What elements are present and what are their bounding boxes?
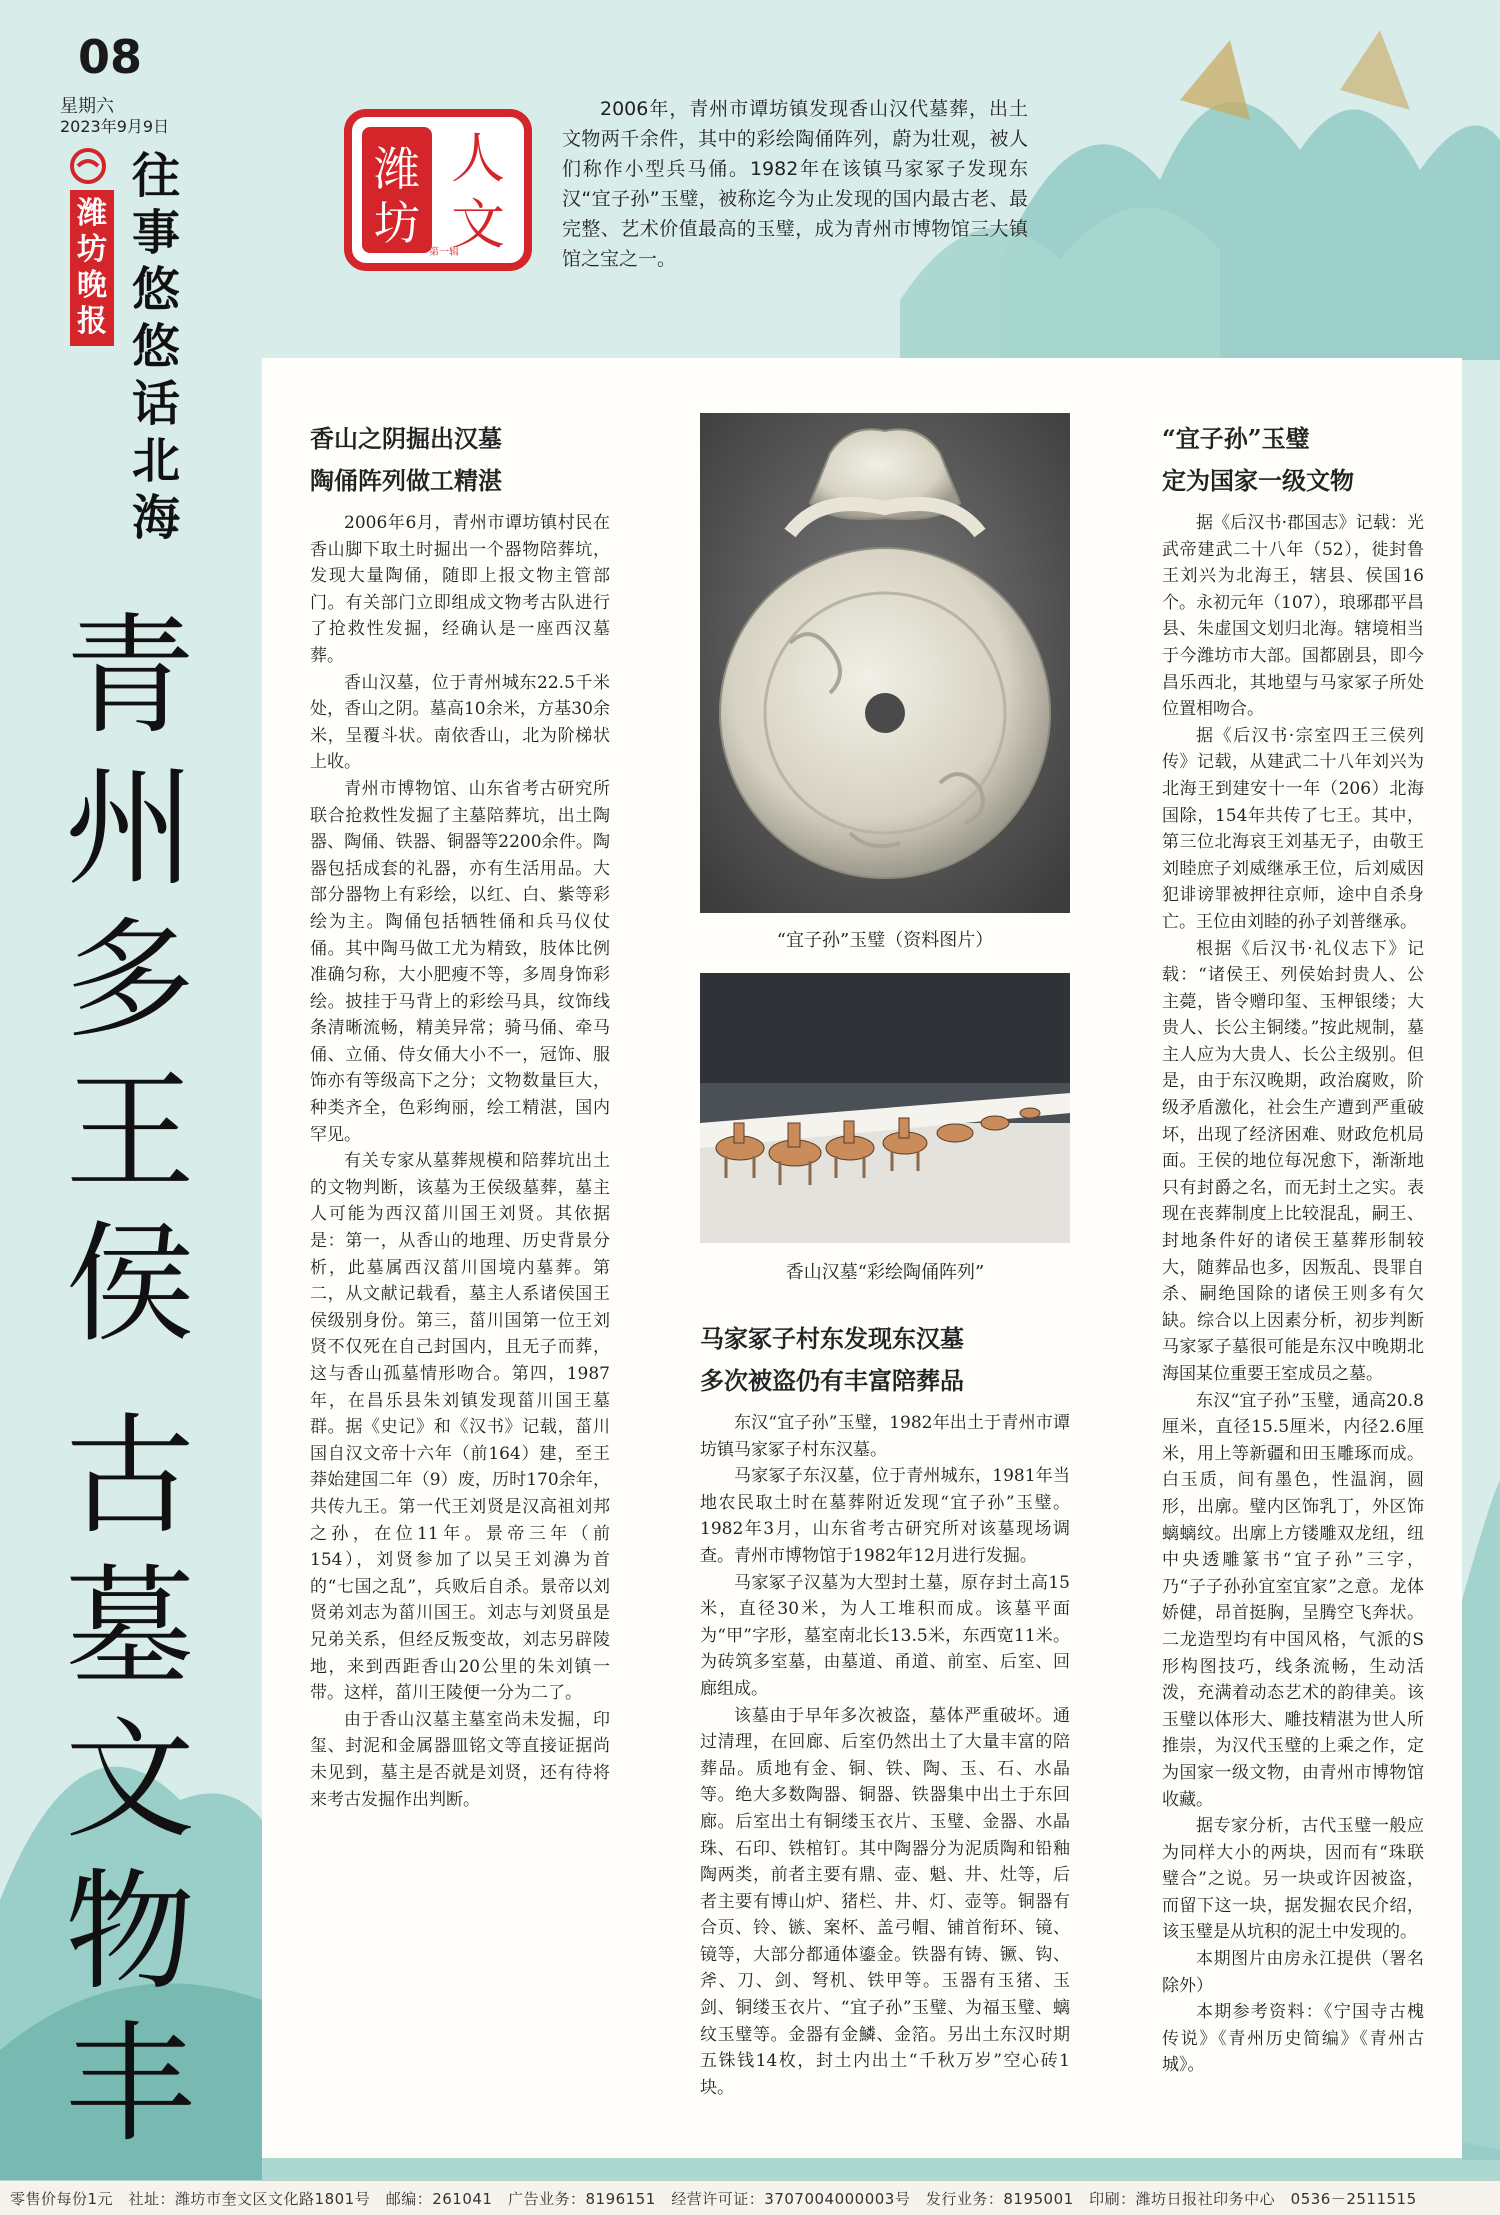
page-number: 08 bbox=[78, 30, 143, 84]
paragraph: 马家冢子东汉墓，位于青州城东，1981年当地农民取土时在墓葬附近发现“宜子孙”玉璧。1982年3月，山东省考古研究所对该墓现场调查。青州市博物馆于1982年12月进行发掘。 bbox=[700, 1466, 1070, 1566]
svg-text:人: 人 bbox=[451, 127, 505, 190]
svg-text:第一辑: 第一辑 bbox=[429, 247, 459, 258]
newspaper-name: 潍 坊 晚 报 bbox=[70, 190, 114, 346]
section-3-title: “宜子孙”玉璧 定为国家一级文物 bbox=[1162, 424, 1354, 495]
paragraph: 据《后汉书·郡国志》记载：光武帝建武二十八年（52），徙封鲁王刘兴为北海王，辖县、侯国16个。永初元年（107），琅琊郡平昌县、朱虚国文划归北海。辖境相当于今潍坊市大部。国都剧县，即今昌乐西北，其地望与马家冢子所处位置相吻合。 bbox=[1162, 513, 1424, 720]
paragraph: 有关专家从墓葬规模和陪葬坑出土的文物判断，该墓为王侯级墓葬，墓主人可能为西汉菑川国王刘贤。其依据是：第一，从香山的地理、历史背景分析，此墓属西汉菑川国境内墓葬。第二，从文献记载看，墓主人系诸侯国王侯级别身份。第三，菑川国第一位王刘贤不仅死在自己封国内，且无子而葬，这与香山孤墓情形吻合。第四，1987年，在昌乐县朱刘镇发现菑川国王墓群。据《史记》和《汉书》记载，菑川国自汉文帝十六年（前164）建，至王莽始建国二年（9）废，历时170余年，共传九王。第一代王刘贤是汉高祖刘邦之孙，在位11年。景帝三年（前154），刘贤参加了以吴王刘濞为首的“七国之乱”，兵败后自杀。景帝以刘贤弟刘志为菑川国王。刘志与刘贤虽是兄弟关系，但经反叛变故，刘志另辟陵地，来到西距香山20公里的朱刘镇一带。这样，菑川王陵便一分为二了。 bbox=[310, 1151, 610, 1704]
paragraph: 由于香山汉墓主墓室尚未发掘，印玺、封泥和金属器皿铭文等直接证据尚未见到，墓主是否就是刘贤，还有待将来考古发掘作出判断。 bbox=[310, 1709, 610, 1810]
paragraph: 东汉“宜子孙”玉璧，通高20.8厘米，直径15.5厘米，内径2.6厘米，用上等新疆和田玉雕琢而成。白玉质，间有墨色，性温润，圆形，出廓。璧内区饰乳丁，外区饰螭螭纹。出廓上方镂雕双龙纽，纽中央透雕篆书“宜子孙”三字，乃“子子孙孙宜室宜家”之意。龙体娇健，昂首挺胸，呈腾空飞奔状。二龙造型均有中国风格，气派的S形构图技巧，线条流畅，生动活泼，充满着动态艺术的韵律美。该玉璧以体形大、雕技精湛为世人所推崇，为汉代玉璧的上乘之作，定为国家一级文物，由青州市博物馆收藏。 bbox=[1162, 1390, 1424, 1810]
column-seal-logo bbox=[340, 105, 536, 275]
weekday: 星期六 bbox=[60, 96, 114, 117]
photo-2-caption: 香山汉墓“彩绘陶俑阵列” bbox=[785, 1262, 985, 1283]
section-3 bbox=[1162, 418, 1424, 2079]
section-1-title: 香山之阴掘出汉墓 陶俑阵列做工精湛 bbox=[310, 424, 502, 495]
column-title: 往 事 悠 悠 话 北 海 bbox=[131, 148, 180, 546]
intro-paragraph: 2006年，青州市谭坊镇发现香山汉代墓葬，出土文物两千余件，其中的彩绘陶俑阵列，蔚为壮观，被人们称作小型兵马俑。1982年在该镇马家冢子发现东汉“宜子孙”玉璧，被称迄今为止发现的国内最古老、最完整、艺术价值最高的玉璧，成为青州市博物馆三大镇馆之宝之一。 bbox=[562, 98, 1028, 270]
paragraph: 马家冢子汉墓为大型封土墓，原存封土高15米，直径30米，为人工堆积而成。该墓平面为“甲”字形，墓室南北长13.5米，东西宽11米。为砖筑多室墓，由墓道、甬道、前室、后室、回廊组成。 bbox=[700, 1572, 1070, 1699]
paragraph: 该墓由于早年多次被盗，墓体严重破坏。通过清理，在回廊、后室仍然出土了大量丰富的陪葬品。质地有金、铜、铁、陶、玉、石、水晶等。绝大多数陶器、铜器、铁器集中出土于东回廊。后室出土有铜缕玉衣片、玉璧、金器、水晶珠、石印、铁棺钉。其中陶器分为泥质陶和铅釉陶两类，前者主要有鼎、壶、魁、井、灶等，后者主要有博山炉、猪栏、井、灯、壶等。铜器有合页、铃、镞、案杯、盖弓帽、铺首衔环、镜、镜等，大部分都通体鎏金。铁器有铸、镢、钩、斧、刀、剑、弩机、铁甲等。玉器有玉猪、玉剑、铜缕玉衣片、“宜子孙”玉璧、为福玉璧、螭纹玉璧等。金器有金鱗、金箔。另出土东汉时期五铢钱14枚，封土内出土“千秋万岁”空心砖1块。 bbox=[700, 1705, 1070, 2098]
issue-date: 2023年9月9日 bbox=[60, 117, 170, 136]
paragraph: 2006年6月，青州市谭坊镇村民在香山脚下取土时掘出一个器物陪葬坑，发现大量陶俑，随即上报文物主管部门。有关部门立即组成文物考古队进行了抢救性发掘，经确认是一座西汉墓葬。 bbox=[310, 513, 610, 666]
newspaper-logo-icon bbox=[70, 148, 106, 184]
paragraph: 香山汉墓，位于青州城东22.5千米处，香山之阴。墓高10余米，方基30余米，呈覆斗状。南依香山，北为阶梯状上收。 bbox=[310, 672, 610, 773]
svg-text:潍: 潍 bbox=[374, 142, 420, 196]
photo-credit: 本期图片由房永江提供（署名除外） bbox=[1162, 1949, 1424, 1996]
jade-bi-disc-photo bbox=[700, 413, 1070, 913]
paragraph: 青州市博物馆、山东省考古研究所联合抢救性发掘了主墓陪葬坑，出土陶器、陶俑、铁器、铜器等2200余件。陶器包括成套的礼器，亦有生活用品。大部分器物上有彩绘，以红、白、紫等彩绘为主。陶俑包括牺牲俑和兵马仪仗俑。其中陶马做工尤为精致，肢体比例准确匀称，大小肥瘦不等，多周身饰彩绘。披挂于马背上的彩绘马具，纹饰线条清晰流畅，精美异常；骑马俑、牵马俑、立俑、侍女俑大小不一，冠饰、服饰亦有等级高下之分；文物数量巨大，种类齐全，色彩绚丽，绘工精湛，国内罕见。 bbox=[310, 778, 610, 1145]
painted-pottery-figurines-photo bbox=[700, 973, 1070, 1243]
paragraph: 据《后汉书·宗室四王三侯列传》记载，从建武二十八年刘兴为北海王到建安十一年（206）北海国除，154年共传了七王。其中，第三位北海哀王刘基无子，由敬王刘睦庶子刘威继承王位，后刘威因犯诽谤罪被押往京师，途中自杀身亡。王位由刘睦的孙子刘普继承。 bbox=[1162, 725, 1424, 932]
svg-text:文: 文 bbox=[451, 193, 505, 256]
section-2-title: 马家冢子村东发现东汉墓 多次被盗仍有丰富陪葬品 bbox=[700, 1324, 964, 1395]
paragraph: 根据《后汉书·礼仪志下》记载：“诸侯王、列侯始封贵人、公主薨，皆令赠印玺、玉柙银缕；大贵人、长公主铜缕。”按此规制，墓主人应为大贵人、长公主级别。但是，由于东汉晚期，政治腐败，阶级矛盾激化，社会生产遭到严重破坏，出现了经济困难、财政危机局面。王侯的地位每况愈下，渐渐地只有封爵之名，而无封土之实。表现在丧葬制度上比较混乱，嗣王、封地条件好的诸侯王墓葬形制较大，随葬品也多，因叛乱、畏罪自杀、嗣绝国除的诸侯王则多有欠缺。综合以上因素分析，初步判断马家冢子墓很可能是东汉中晚期北海国某位重要王室成员之墓。 bbox=[1162, 938, 1424, 1384]
photo-1-caption: “宜子孙”玉璧（资料图片） bbox=[776, 930, 994, 951]
paragraph: 东汉“宜子孙”玉璧，1982年出土于青州市谭坊镇马家冢子村东汉墓。 bbox=[700, 1413, 1070, 1460]
svg-text:坊: 坊 bbox=[374, 196, 420, 250]
page-headline: 青 州 多 王 侯 古 墓 文 物 丰 bbox=[64, 600, 195, 2160]
page-footer bbox=[0, 2180, 1500, 2215]
article-panel bbox=[262, 358, 1462, 2158]
references: 本期参考资料：《宁国寺古槐传说》《青州历史简编》《青州古城》。 bbox=[1162, 2002, 1424, 2076]
footer-info: 零售价每份1元 社址：潍坊市奎文区文化路1801号 邮编：261041 广告业务：8196151 经营许可证：3707004000003号 发行业务：8195001 印刷：潍坊日报社印务中心 0536－2511515 bbox=[10, 2190, 1417, 2208]
section-1 bbox=[310, 418, 610, 1813]
section-2 bbox=[700, 1318, 1070, 2101]
paragraph: 据专家分析，古代玉璧一般应为同样大小的两块，因而有“珠联璧合”之说。另一块或许因被盗，而留下这一块，据发掘农民介绍，该玉璧是从坑积的泥土中发现的。 bbox=[1162, 1816, 1424, 1943]
